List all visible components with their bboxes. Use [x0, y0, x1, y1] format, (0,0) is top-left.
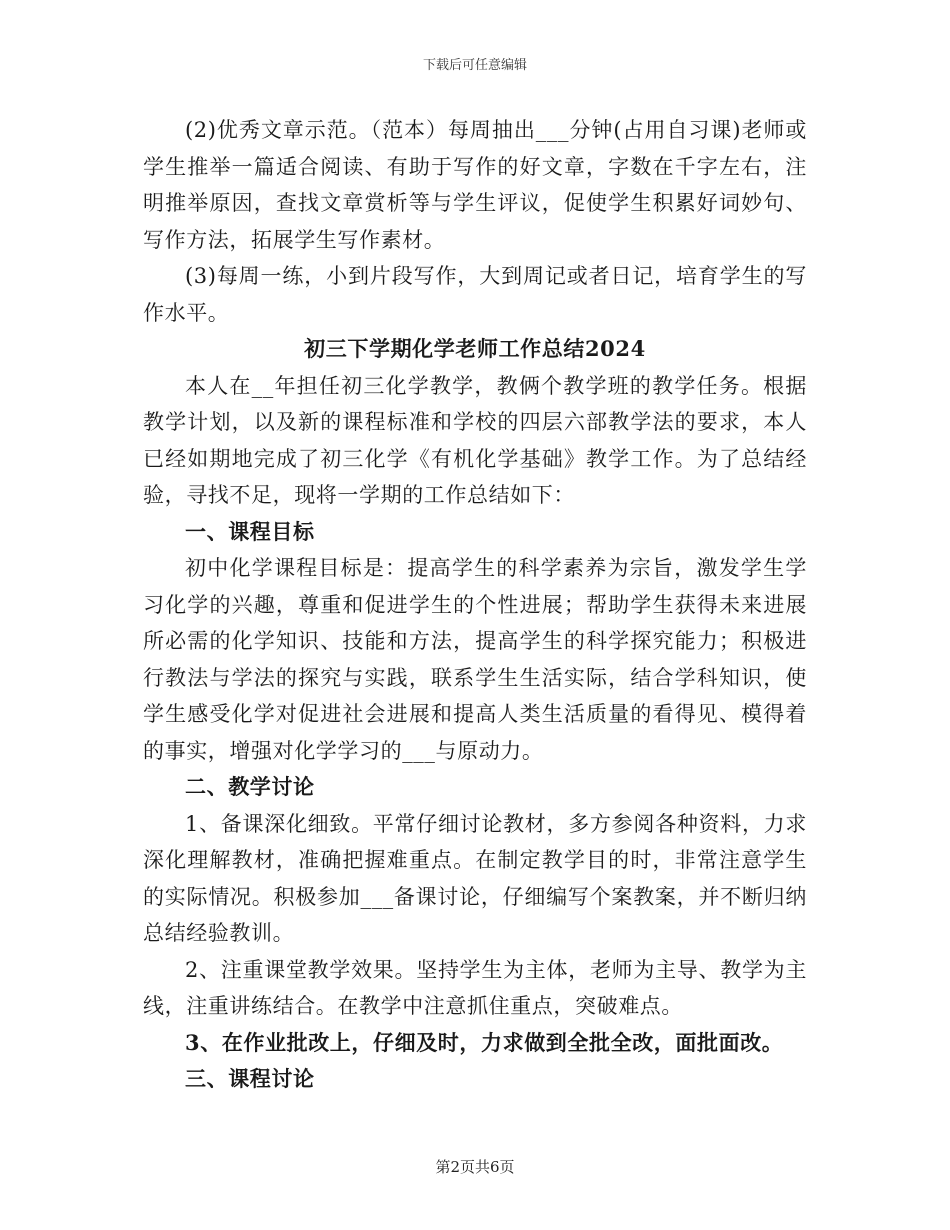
paragraph-introduction: 本人在__年担任初三化学教学，教俩个教学班的教学任务。根据教学计划，以及新的课程标准和学校的四层六部教学法的要求，本人已经如期地完成了初三化学《有机化学基础》教学工作。为了总结经验，寻找不足，现将一学期的工作总结如下： — [143, 373, 807, 507]
section-heading-curriculum-discussion: 三、课程讨论 — [185, 1066, 315, 1091]
paragraph-lesson-preparation: 1、备课深化细致。平常仔细讨论教材，多方参阅各种资料，力求深化理解教材，准确把握难重点。在制定教学目的时，非常注意学生的实际情况。积极参加___备课讨论，仔细编写个案教案，并不断归纳总结经验教训。 — [143, 811, 807, 945]
paragraph-homework-correction: 3、在作业批改上，仔细及时，力求做到全批全改，面批面改。 — [185, 1029, 784, 1055]
paragraph-weekly-practice: (3)每周一练，小到片段写作，大到周记或者日记，培育学生的写作水平。 — [143, 264, 807, 325]
document-body — [143, 112, 807, 1098]
paragraph-classroom-effect: 2、注重课堂教学效果。坚持学生为主体，老师为主导、教学为主线，注重讲练结合。在教学中注意抓住重点，突破难点。 — [143, 957, 807, 1018]
page-header-note: 下载后可任意编辑 — [422, 58, 527, 73]
paragraph-excellent-article: (2)优秀文章示范。（范本）每周抽出___分钟(占用自习课)老师或学生推举一篇适合阅读、有助于写作的好文章，字数在千字左右，注明推举原因，查找文章赏析等与学生评议，促使学生积累好词妙句、写作方法，拓展学生写作素材。 — [143, 118, 807, 252]
section-heading-teaching-discussion: 二、教学讨论 — [185, 774, 315, 799]
document-title: 初三下学期化学老师工作总结2024 — [304, 336, 646, 361]
paragraph-course-goals: 初中化学课程目标是：提高学生的科学素养为宗旨，激发学生学习化学的兴趣，尊重和促进学生的个性进展；帮助学生获得未来进展所必需的化学知识、技能和方法，提高学生的科学探究能力；积极进行教法与学法的探究与实践，联系学生生活实际，结合学科知识，使学生感受化学对促进社会进展和提高人类生活质量的看得见、模得着的事实，增强对化学学习的___与原动力。 — [143, 556, 807, 763]
page-number-footer: 第2页共6页 — [435, 1158, 515, 1176]
section-heading-course-goals: 一、课程目标 — [185, 518, 315, 544]
